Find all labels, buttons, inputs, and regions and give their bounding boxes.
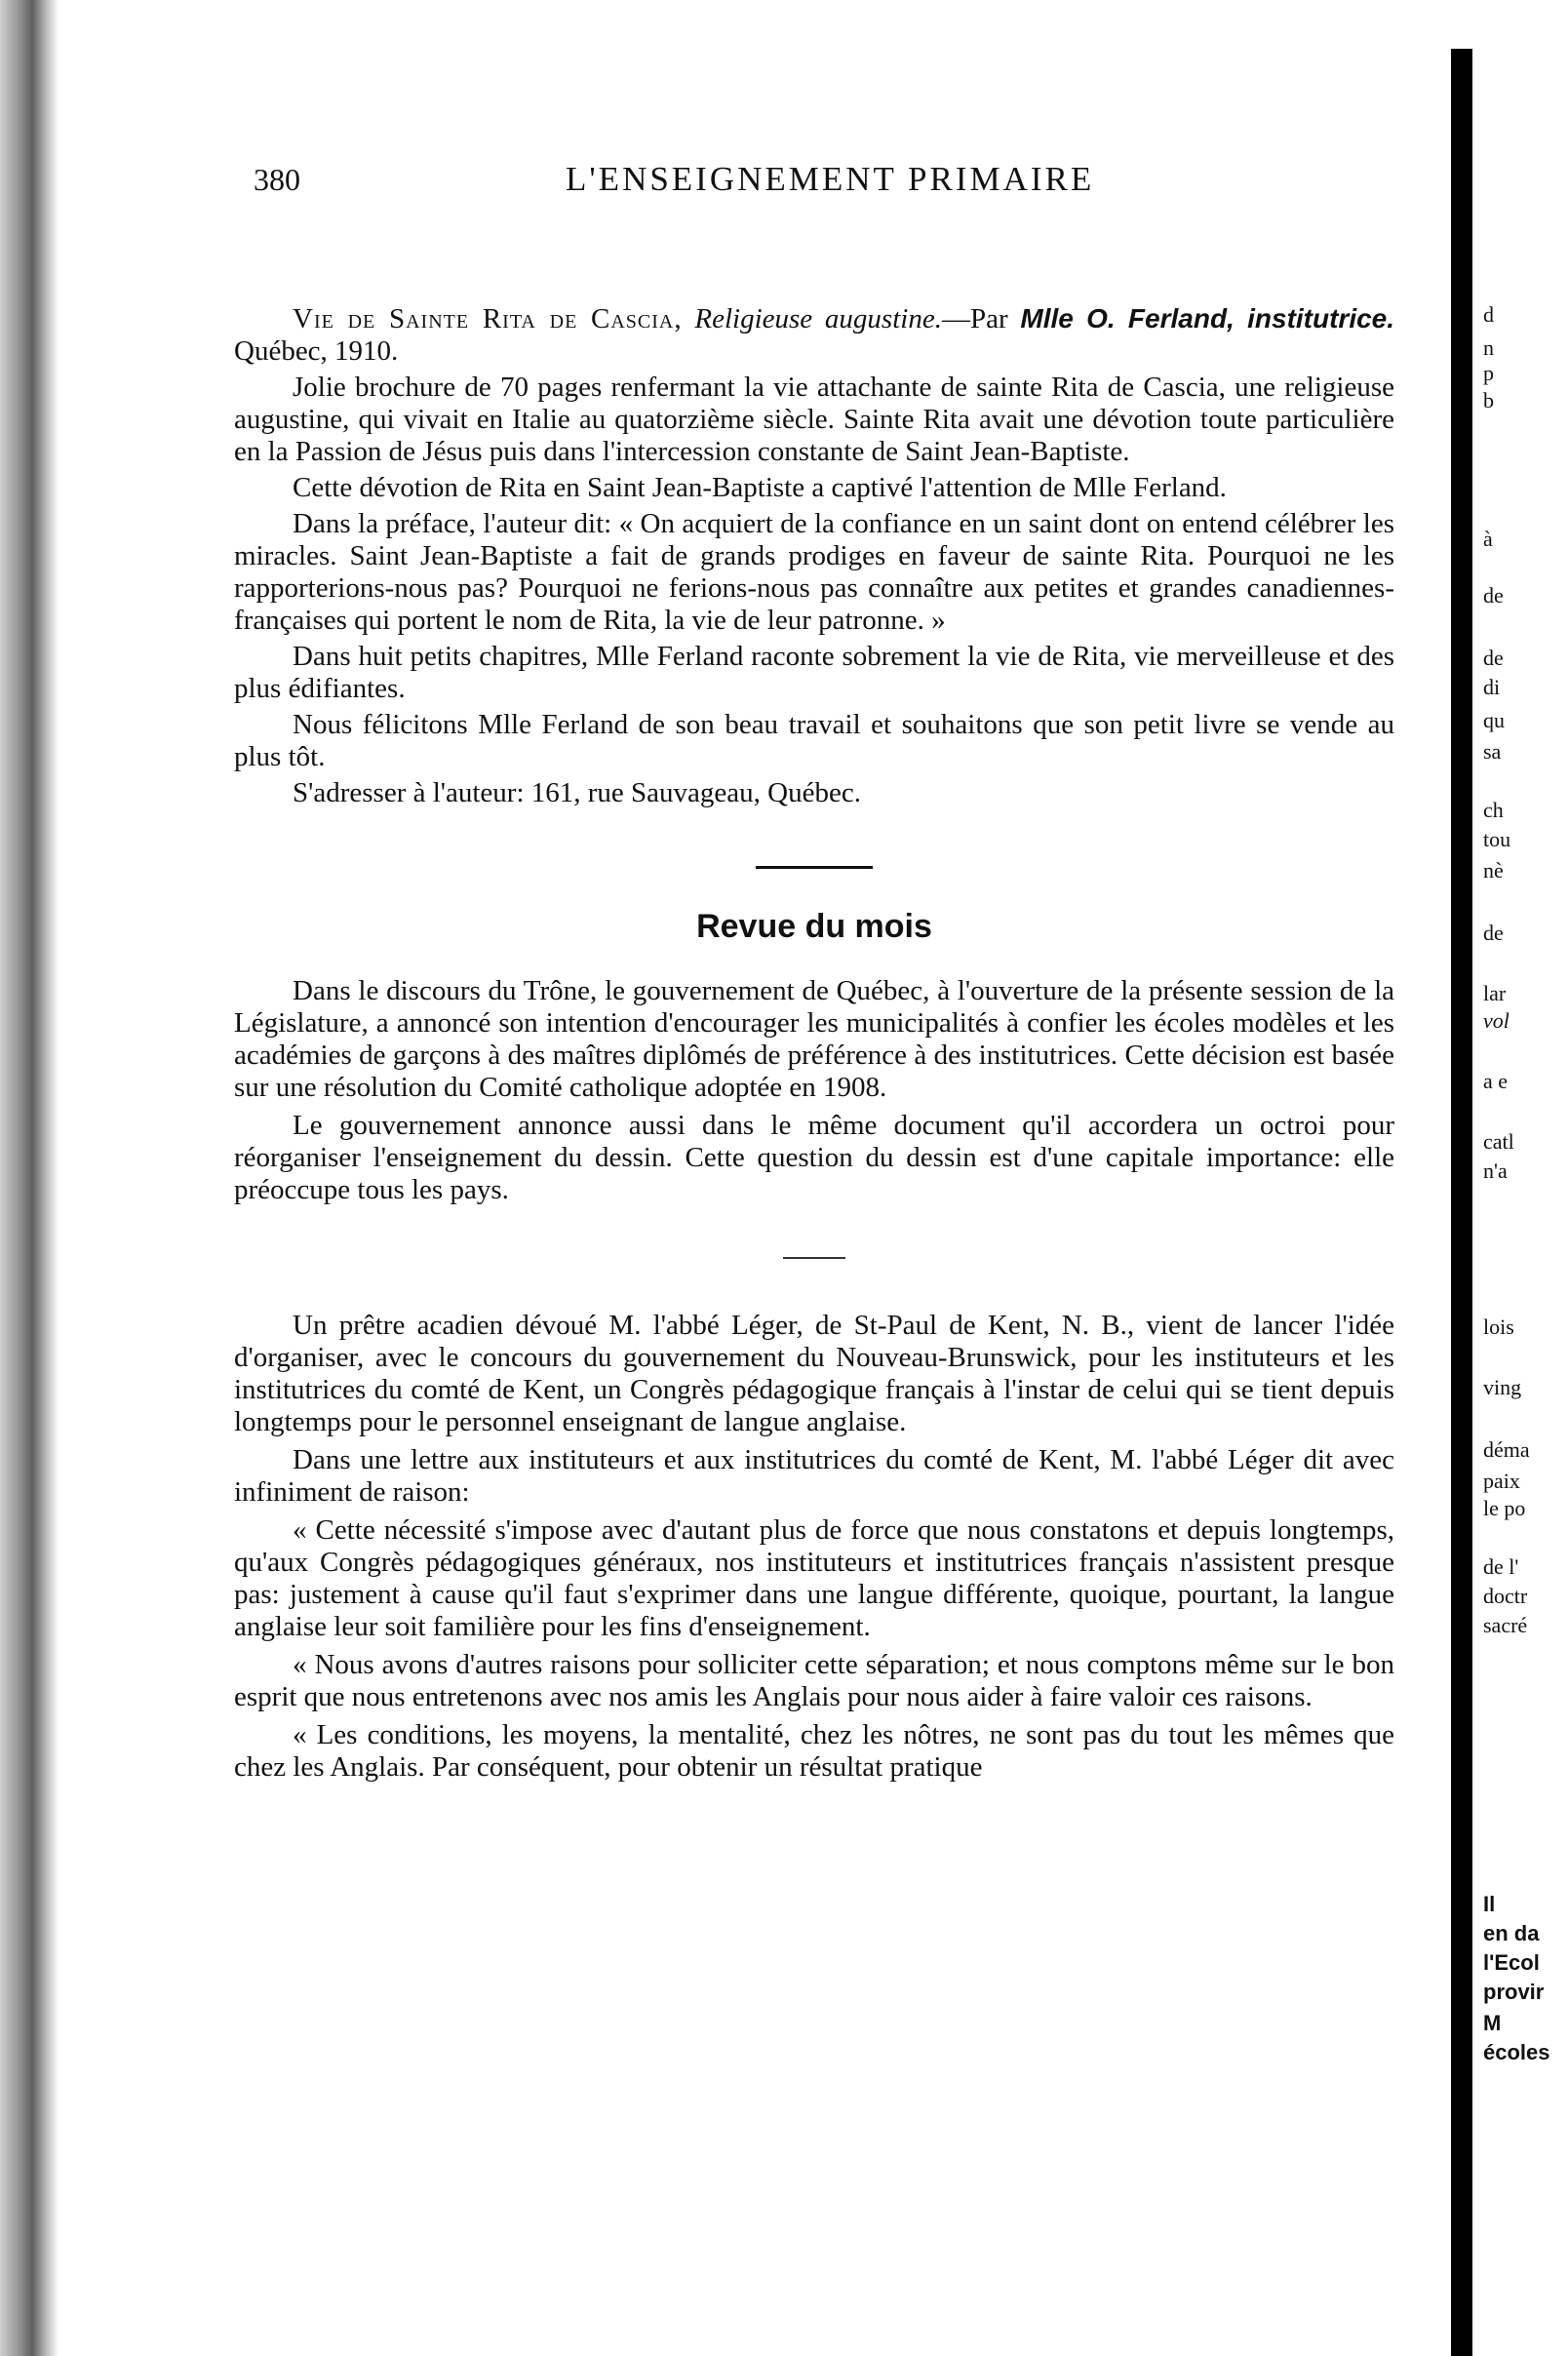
section-title: Revue du mois [696,908,932,945]
notice-subtitle: Religieuse augustine. [694,303,942,334]
facing-line: ving [1483,1375,1522,1399]
facing-line: provir [1483,1980,1545,2004]
facing-line: à [1483,527,1493,551]
scan-left-edge [0,0,59,2356]
facing-line: de [1483,921,1504,945]
book-gutter [1451,49,1472,2356]
facing-line: d [1483,302,1494,327]
acadie-paragraph: « Nous avons d'autres raisons pour solliciter cette séparation; et nous comptons même sur le bon esprit que nous entretenons avec nos amis les Anglais pour nous aider à faire valoir ces raisons. [234,1649,1394,1712]
revue-paragraph: Le gouvernement annonce aussi dans le même document qu'il accordera un octroi pour réorganiser l'enseignement du dessin. Cette question du dessin est d'une capitale importance: elle préoccupe tous les pays. [234,1110,1394,1205]
facing-line: tou [1483,827,1511,851]
notice-paragraph: Dans la préface, l'auteur dit: « On acquiert de la confiance en un saint dont on entend célébrer les miracles. Saint Jean-Baptiste a fait de grands prodiges en faveur de sainte Rita. Pourquoi ne les rapporterions-nous pas? Pourquoi ne ferions-nous pas connaître aux petites et grandes canadiennes-françaises qui portent le nom de Rita, la vie de leur patronne. » [234,508,1394,636]
notice-author: Mlle O. Ferland, institutrice. [1020,303,1395,334]
facing-line: nè [1483,858,1504,883]
facing-line: de l' [1483,1554,1519,1579]
facing-line: sacré [1483,1613,1528,1637]
revue-paragraph: Dans le discours du Trône, le gouvernement de Québec, à l'ouverture de la présente session de la Législature, a annoncé son intention d'encourager les municipalités à confier les écoles modèles et les académies de garçons à des maîtres diplômés de préférence à des institutrices. Cette décision est basée sur une résolution du Comité catholique adoptée en 1908. [234,975,1394,1103]
page-header [234,146,1394,205]
notice-book-title: Vie de Sainte Rita de Cascia, [293,303,683,334]
facing-line: de [1483,583,1504,608]
facing-line: n [1483,335,1494,360]
section-divider [756,866,873,869]
acadie-section [234,1310,1394,1784]
page-content [234,302,1394,1784]
facing-line: Il [1483,1892,1496,1916]
notice-paragraph: Cette dévotion de Rita en Saint Jean-Baptiste a captivé l'attention de Mlle Ferland. [293,472,1227,503]
notice-place-year: Québec, 1910. [234,335,399,367]
facing-line: paix [1483,1469,1520,1493]
notice-paragraph: Jolie brochure de 70 pages renfermant la vie attachante de sainte Rita de Cascia, une religieuse augustine, qui vivait en Italie au quatorzième siècle. Sainte Rita avait une dévotion toute particulière en la Passion de Jésus puis dans l'intercession constante de Saint Jean-Baptiste. [234,372,1394,467]
revue-section [234,975,1394,1206]
facing-line: vol [1483,1008,1509,1033]
facing-line: di [1483,675,1501,699]
facing-line: doctr [1483,1584,1528,1608]
acadie-paragraph: Dans une lettre aux instituteurs et aux institutrices du comté de Kent, M. l'abbé Léger dit avec infiniment de raison: [234,1444,1394,1508]
facing-line: déma [1483,1437,1530,1462]
facing-line: catl [1483,1129,1514,1154]
book-page [234,146,1395,1783]
facing-line: M [1483,2011,1502,2035]
item-divider [783,1257,845,1259]
facing-line: sa [1483,739,1502,764]
facing-line: lois [1483,1315,1514,1339]
acadie-paragraph: Un prêtre acadien dévoué M. l'abbé Léger, de St-Paul de Kent, N. B., vient de lancer l'idée d'organiser, avec le concours du gouvernement du Nouveau-Brunswick, pour les instituteurs et les institutrices du comté de Kent, un Congrès pédagogique français à l'instar de celui qui se tient depuis longtemps pour le personnel enseignant de langue anglaise. [234,1310,1394,1437]
facing-line: p [1483,361,1494,385]
facing-line: a e [1483,1069,1509,1093]
facing-line: en da [1483,1921,1540,1945]
page-number: 380 [254,162,300,197]
facing-line: lar [1483,981,1507,1005]
facing-line: le po [1483,1496,1526,1520]
facing-line: l'Ecol [1483,1950,1540,1975]
facing-line: qu [1483,708,1505,732]
notice-paragraph: Dans huit petits chapitres, Mlle Ferland raconte sobrement la vie de Rita, vie merveilleuse et des plus édifiantes. [234,641,1394,704]
notice-paragraph: S'adresser à l'auteur: 161, rue Sauvageau, Québec. [293,777,861,808]
facing-line: n'a [1483,1158,1508,1183]
notice-paragraph: Nous félicitons Mlle Ferland de son beau travail et souhaitons que son petit livre se vende au plus tôt. [234,709,1394,772]
facing-line: de [1483,646,1504,670]
facing-line: ch [1483,798,1504,822]
facing-page-fragment [1477,0,1568,2356]
acadie-paragraph: « Les conditions, les moyens, la mentalité, chez les nôtres, ne sont pas du tout les mêmes que chez les Anglais. Par conséquent, pour obtenir un résultat pratique [234,1719,1394,1783]
facing-line: b [1483,388,1494,412]
acadie-paragraph: « Cette nécessité s'impose avec d'autant plus de force que nous constatons et depuis longtemps, qu'aux Congrès pédagogiques généraux, nos instituteurs et institutrices français n'assistent presque pas: justement à cause qu'il faut s'exprimer dans une langue différente, quoique, pourtant, la langue anglaise leur soit familière pour les fins d'enseignement. [234,1514,1394,1642]
facing-line: écoles [1483,2040,1550,2064]
notice-by: —Par [941,303,1008,334]
running-title: L'ENSEIGNEMENT PRIMAIRE [566,160,1095,198]
notice-heading [234,302,1394,368]
book-notice [234,302,1394,809]
